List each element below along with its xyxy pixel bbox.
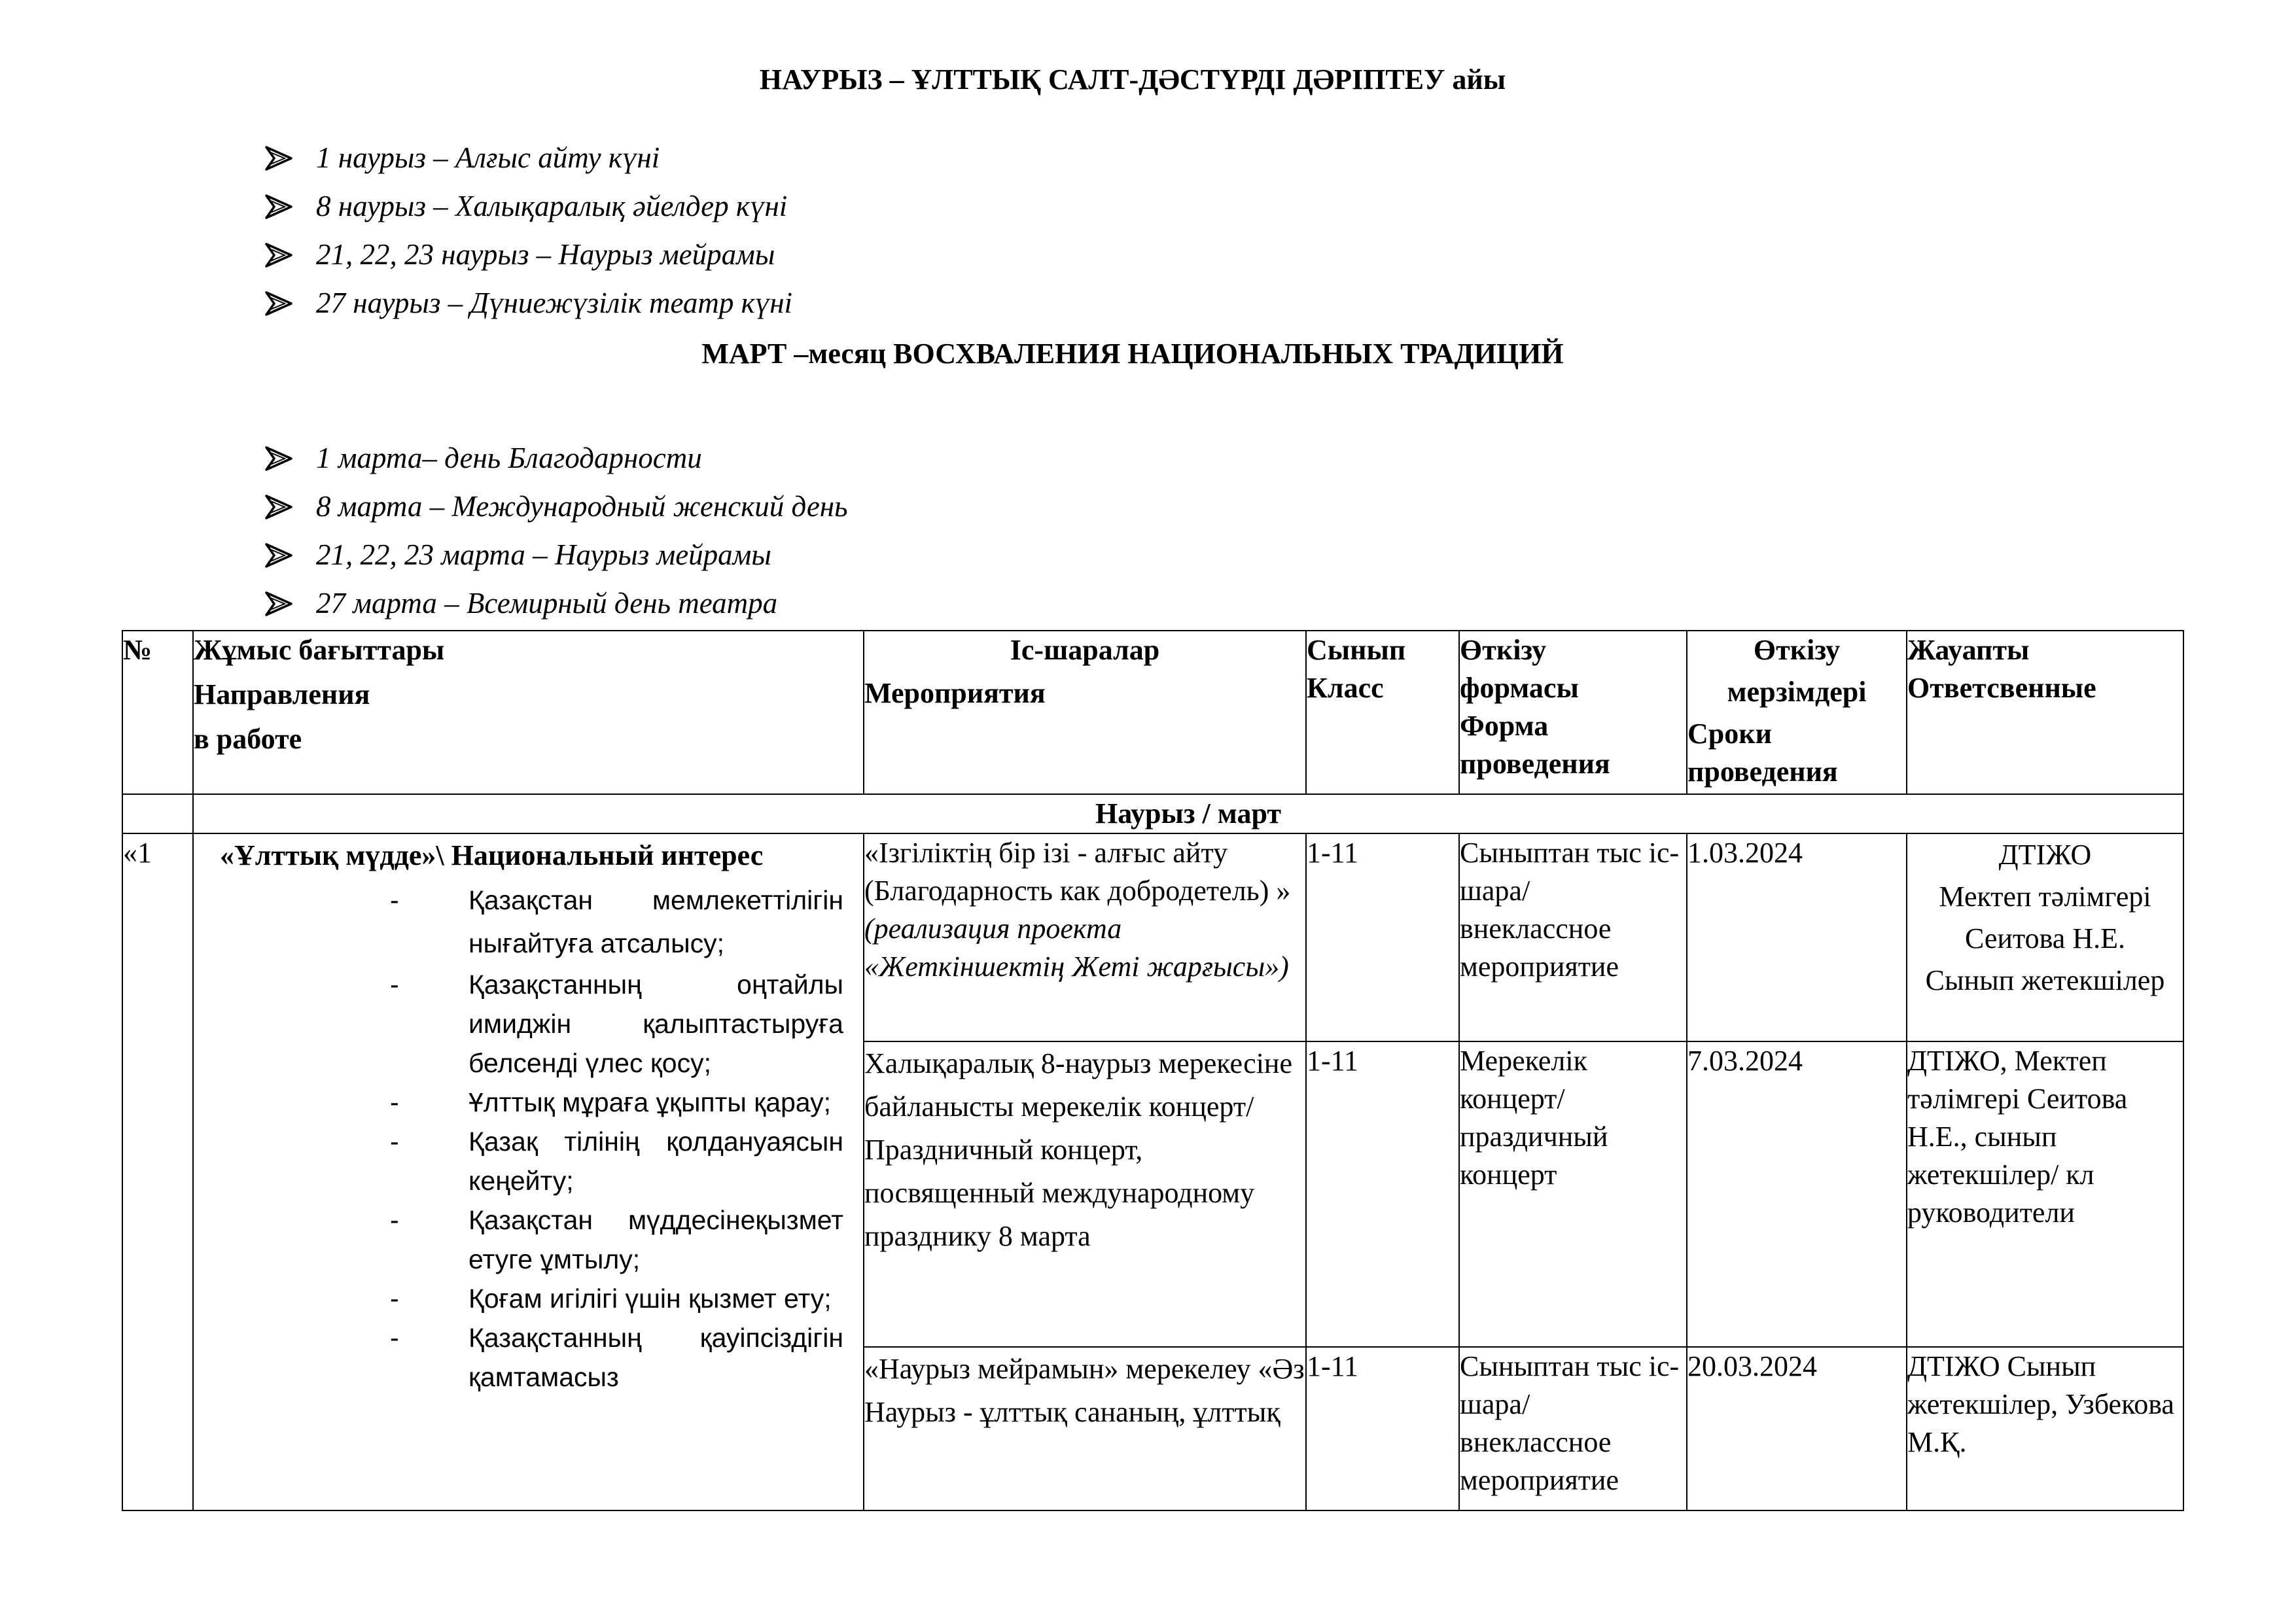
list-item-text: 27 марта – Всемирный день театра (316, 587, 778, 620)
direction-item: - Ұлттық мұраға ұқыпты қарау; (390, 1087, 832, 1117)
event-cell: «Наурыз мейрамын» мерекелеу «Әз Наурыз - ұлттық сананың, ұлттық (864, 1347, 1306, 1510)
list-item (265, 137, 792, 186)
event-note: (реализация проекта «Жеткіншектің Жеті жарғысы») (864, 913, 1289, 983)
form-cell: Сыныптан тыс іс-шара/ внеклассное мероприятие (1459, 1347, 1687, 1510)
events-plan-table (122, 630, 2184, 1511)
row-number: «1 (122, 833, 193, 1510)
header-direction-kz: Жұмыс бағыттары (194, 634, 445, 666)
list-item (265, 583, 848, 631)
header-num: № (122, 631, 193, 794)
class-cell: 1-11 (1306, 833, 1459, 1041)
responsible-line: Мектеп тәлімгері (1939, 881, 2151, 913)
header-responsible (1907, 631, 2183, 794)
direction-item: - Қазақ тілінің қолдануаясын кеңейту; (390, 1126, 843, 1196)
month-row-blank (122, 794, 193, 833)
responsible-line: ДТІЖО (1998, 839, 2092, 871)
header-events-ru: Мероприятия (864, 677, 1046, 709)
holiday-list-kz (265, 137, 792, 331)
date-cell: 20.03.2024 (1687, 1347, 1907, 1510)
event-title: «Ізгіліктің бір ізі - алғыс айту (Благодарность как добродетель) » (864, 837, 1291, 907)
direction-item: - Қазақстан мүддесінеқызмет етуге ұмтылу; (390, 1205, 843, 1274)
list-item (265, 438, 848, 486)
header-dates-line: Сроки (1687, 718, 1772, 750)
list-item-text: 1 наурыз – Алғыс айту күні (316, 141, 660, 174)
month-label: Наурыз / март (193, 794, 2183, 833)
event-cell (864, 833, 1306, 1041)
header-events-kz: Іс-шаралар (1010, 634, 1160, 666)
class-cell: 1-11 (1306, 1041, 1459, 1347)
list-item-text: 8 марта – Международный женский день (316, 490, 848, 523)
responsible-cell (1907, 833, 2183, 1041)
list-item (265, 534, 848, 583)
holiday-list-ru (265, 438, 848, 631)
list-item (265, 486, 848, 534)
arrow-bullet-icon (265, 446, 292, 471)
direction-item: - Қоғам игілігі үшін қызмет ету; (390, 1283, 832, 1314)
header-dates-line: проведения (1687, 756, 1838, 788)
header-class-ru: Класс (1307, 672, 1384, 704)
direction-cell (193, 833, 864, 1510)
list-item (265, 186, 792, 234)
header-direction-ru-2: в работе (194, 723, 302, 755)
page-title-ru: МАРТ –месяц ВОСХВАЛЕНИЯ НАЦИОНАЛЬНЫХ ТРАДИЦИЙ (701, 338, 1564, 370)
header-class (1306, 631, 1459, 794)
header-events (864, 631, 1306, 794)
header-class-kz: Сынып (1307, 634, 1406, 666)
table-header-row (122, 631, 2183, 794)
event-cell: Халықаралық 8-наурыз мерекесіне байланысты мерекелік концерт/ Праздничный концерт, посвященный международному празднику 8 марта (864, 1041, 1306, 1347)
header-direction-ru: Направления (194, 678, 370, 710)
arrow-bullet-icon (265, 243, 292, 268)
header-dates-line: Өткізу (1753, 634, 1841, 666)
arrow-bullet-icon (265, 146, 292, 171)
list-item-text: 8 наурыз – Халықаралық әйелдер күні (316, 190, 788, 222)
list-item (265, 283, 792, 331)
arrow-bullet-icon (265, 194, 292, 219)
form-cell: Мерекелік концерт/ праздичный концерт (1459, 1041, 1687, 1347)
list-item-text: 27 наурыз – Дүниежүзілік театр күні (316, 287, 793, 319)
arrow-bullet-icon (265, 591, 292, 616)
header-form (1459, 631, 1687, 794)
arrow-bullet-icon (265, 291, 292, 316)
table-row (122, 833, 2183, 1041)
direction-item: - Қазақстанның қауіпсіздігін қамтамасыз (390, 1323, 843, 1392)
header-form-line: Өткізу (1460, 634, 1547, 666)
list-item-text: 1 марта– день Благодарности (316, 442, 702, 474)
responsible-cell: ДТІЖО, Мектеп тәлімгері Сеитова Н.Е., сынып жетекшілер/ кл руководители (1907, 1041, 2183, 1347)
class-cell: 1-11 (1306, 1347, 1459, 1510)
list-item-text: 21, 22, 23 марта – Наурыз мейрамы (316, 538, 771, 571)
header-dates (1687, 631, 1907, 794)
direction-title: «Ұлттық мүдде»\ Национальный интерес (220, 839, 764, 871)
header-form-line: Форма (1460, 710, 1549, 742)
header-responsible-kz: Жауапты (1907, 634, 2030, 666)
list-item (265, 234, 792, 283)
header-responsible-ru: Ответсвенные (1907, 672, 2096, 704)
header-form-line: проведения (1460, 748, 1610, 780)
form-cell: Сыныптан тыс іс-шара/ внеклассное мероприятие (1459, 833, 1687, 1041)
header-dates-line: мерзімдері (1727, 676, 1867, 708)
arrow-bullet-icon (265, 543, 292, 568)
date-cell: 1.03.2024 (1687, 833, 1907, 1041)
direction-list (194, 879, 863, 1397)
responsible-line: Сеитова Н.Е. (1965, 922, 2125, 954)
header-form-line: формасы (1460, 672, 1579, 704)
date-cell: 7.03.2024 (1687, 1041, 1907, 1347)
arrow-bullet-icon (265, 495, 292, 519)
responsible-cell: ДТІЖО Сынып жетекшілер, Узбекова М.Қ. (1907, 1347, 2183, 1510)
page-title-kz: НАУРЫЗ – ҰЛТТЫҚ САЛТ-ДӘСТҮРДІ ДӘРІПТЕУ айы (759, 63, 1506, 96)
header-direction (193, 631, 864, 794)
responsible-line: Сынып жетекшілер (1925, 964, 2165, 996)
direction-item: - Қазақстанның оңтайлы имиджін қалыптастыруға белсенді үлес қосу; (390, 969, 843, 1078)
direction-item: - Қазақстан мемлекеттілігін нығайтуға атсалысу; (390, 885, 843, 958)
list-item-text: 21, 22, 23 наурыз – Наурыз мейрамы (316, 238, 775, 271)
month-row (122, 794, 2183, 833)
